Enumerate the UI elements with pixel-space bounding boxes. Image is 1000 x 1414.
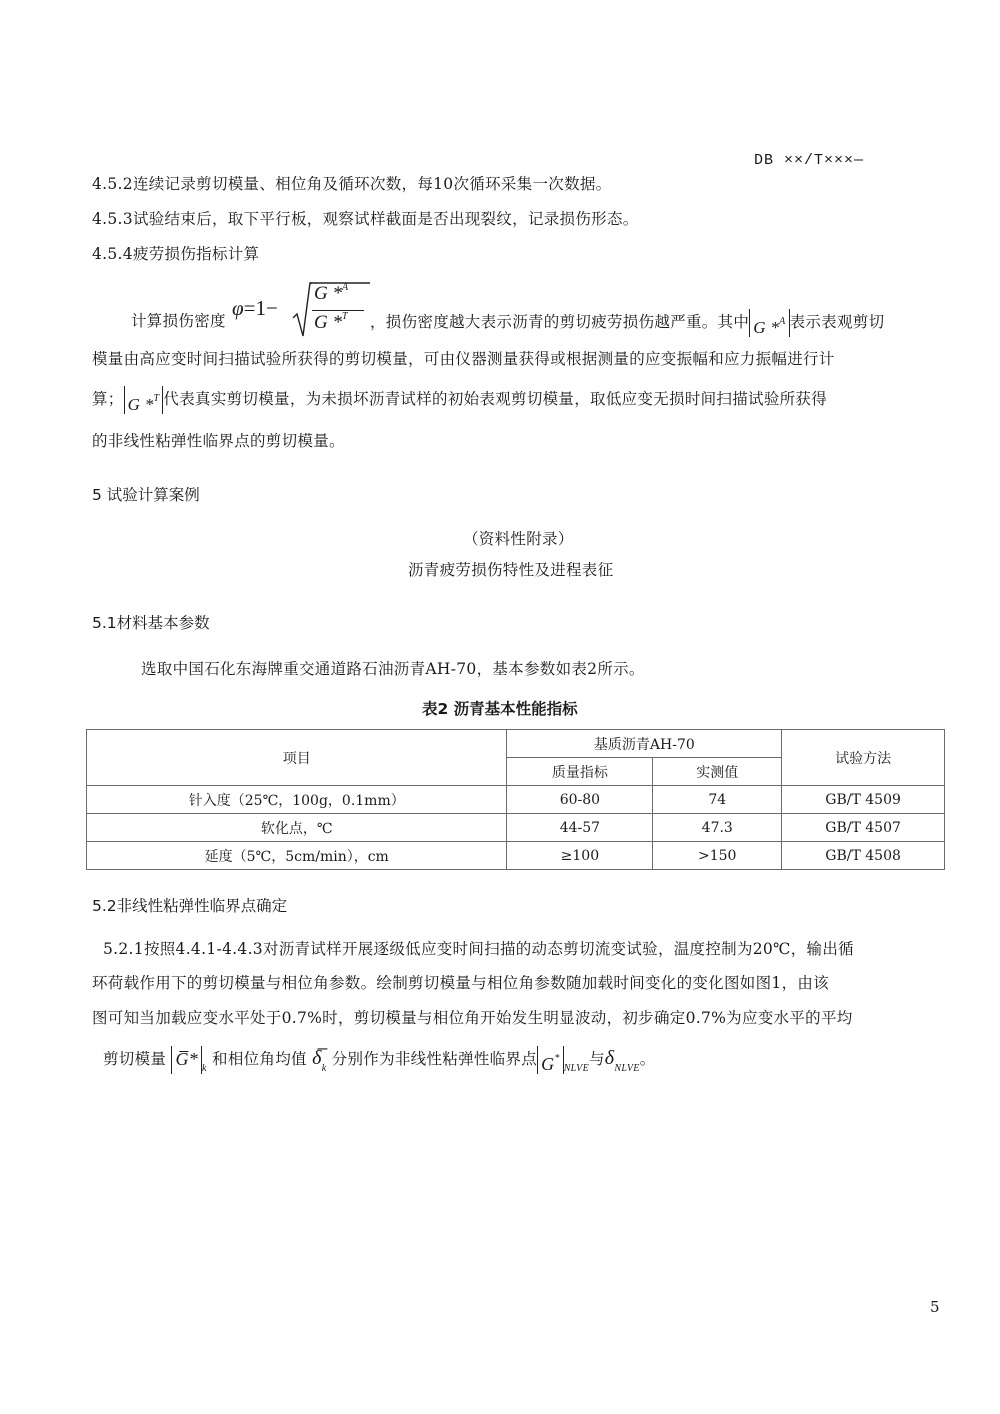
header-measured: 实测值 (653, 758, 782, 786)
page-number: 5 (930, 1298, 940, 1316)
header-group: 基质沥青AH-70 (507, 730, 782, 758)
section-5-1-heading: 5.1材料基本参数 (92, 614, 210, 632)
document-code: DB ××/T×××— (754, 152, 865, 169)
clause-4-5-4-heading: 4.5.4疲劳损伤指标计算 (92, 245, 260, 263)
nlve-phase-angle-symbol: δ (604, 1047, 615, 1069)
table-header-row-1 (87, 730, 945, 758)
damage-para-line4: 的非线性粘弹性临界点的剪切模量。 (92, 432, 345, 450)
cell-item: 延度（5℃，5cm/min），cm (87, 842, 507, 870)
damage-para-line2: 模量由高应变时间扫描试验所获得的剪切模量，可由仪器测量获得或根据测量的应变振幅和应力振幅进行计 (92, 350, 835, 368)
cell-measured: 74 (653, 786, 782, 814)
header-method: 试验方法 (782, 730, 945, 786)
cell-quality: ≥100 (507, 842, 653, 870)
section-5-2-heading: 5.2非线性粘弹性临界点确定 (92, 897, 288, 915)
clause-4-5-3: 4.5.3试验结束后，取下平行板，观察试样截面是否出现裂纹，记录损伤形态。 (92, 210, 639, 228)
damage-density-text: ，损伤密度越大表示沥青的剪切疲劳损伤越严重。其中 G *$^A$ 表示表观剪切 (370, 309, 884, 337)
section-5-heading: 5 试验计算案例 (92, 486, 200, 504)
cell-method: GB/T 4507 (782, 814, 945, 842)
table-row (87, 786, 945, 814)
table-row (87, 842, 945, 870)
abs-true-modulus: G *$^T$ (124, 386, 164, 414)
clause-4-5-2: 4.5.2连续记录剪切模量、相位角及循环次数，每10次循环采集一次数据。 (92, 175, 612, 193)
avg-phase-angle-symbol: δ̅ (312, 1047, 322, 1069)
cell-item: 针入度（25℃，100g，0.1mm） (87, 786, 507, 814)
header-item: 项目 (87, 730, 507, 786)
clause-5-2-1-line1: 5.2.1按照4.4.1-4.4.3对沥青试样开展逐级低应变时间扫描的动态剪切流变试验，温度控制为20℃，输出循 (103, 940, 854, 958)
formula-phi: φ=1− (232, 296, 278, 320)
clause-5-2-1-line2: 环荷载作用下的剪切模量与相位角参数。绘制剪切模量与相位角参数随加载时间变化的变化图如图1，由该 (92, 974, 829, 992)
damage-density-lead: 计算损伤密度 (131, 312, 226, 330)
clause-5-2-1-line3: 图可知当加载应变水平处于0.7%时，剪切模量与相位角开始发生明显波动，初步确定0.7%为应变水平的平均 (92, 1009, 853, 1027)
appendix-note: （资料性附录） (463, 530, 574, 548)
cell-method: GB/T 4509 (782, 786, 945, 814)
section-5-1-paragraph: 选取中国石化东海牌重交通道路石油沥青AH-70，基本参数如表2所示。 (141, 660, 645, 678)
avg-modulus-symbol: G̅* (171, 1046, 201, 1074)
formula-denominator: G *$^T$ (314, 311, 348, 333)
nlve-modulus-symbol: G* (537, 1046, 564, 1074)
clause-5-2-1-line4: 剪切模量 G̅* $_k$ 和相位角均值 $\delta̅_k$ 分别作为非线性粘弹性临界点 $G^*_{NLVE}$与$\delta_{NLVE}$。 (103, 1047, 656, 1074)
table-row (87, 814, 945, 842)
header-quality: 质量指标 (507, 758, 653, 786)
appendix-title: 沥青疲劳损伤特性及进程表征 (408, 561, 614, 579)
cell-measured: >150 (653, 842, 782, 870)
damage-para-line3: 算； G *$^T$ 代表真实剪切模量，为未损坏沥青试样的初始表观剪切模量，取低应变无损时间扫描试验所获得 (92, 386, 827, 414)
cell-item: 软化点，℃ (87, 814, 507, 842)
cell-quality: 44-57 (507, 814, 653, 842)
cell-method: GB/T 4508 (782, 842, 945, 870)
asphalt-properties-table (86, 729, 945, 870)
abs-apparent-modulus: G *$^A$ (749, 309, 789, 337)
formula-numerator: G *$^A$ (314, 282, 349, 304)
table-caption: 表2 沥青基本性能指标 (422, 700, 578, 718)
cell-quality: 60-80 (507, 786, 653, 814)
sqrt-icon (292, 282, 312, 338)
cell-measured: 47.3 (653, 814, 782, 842)
